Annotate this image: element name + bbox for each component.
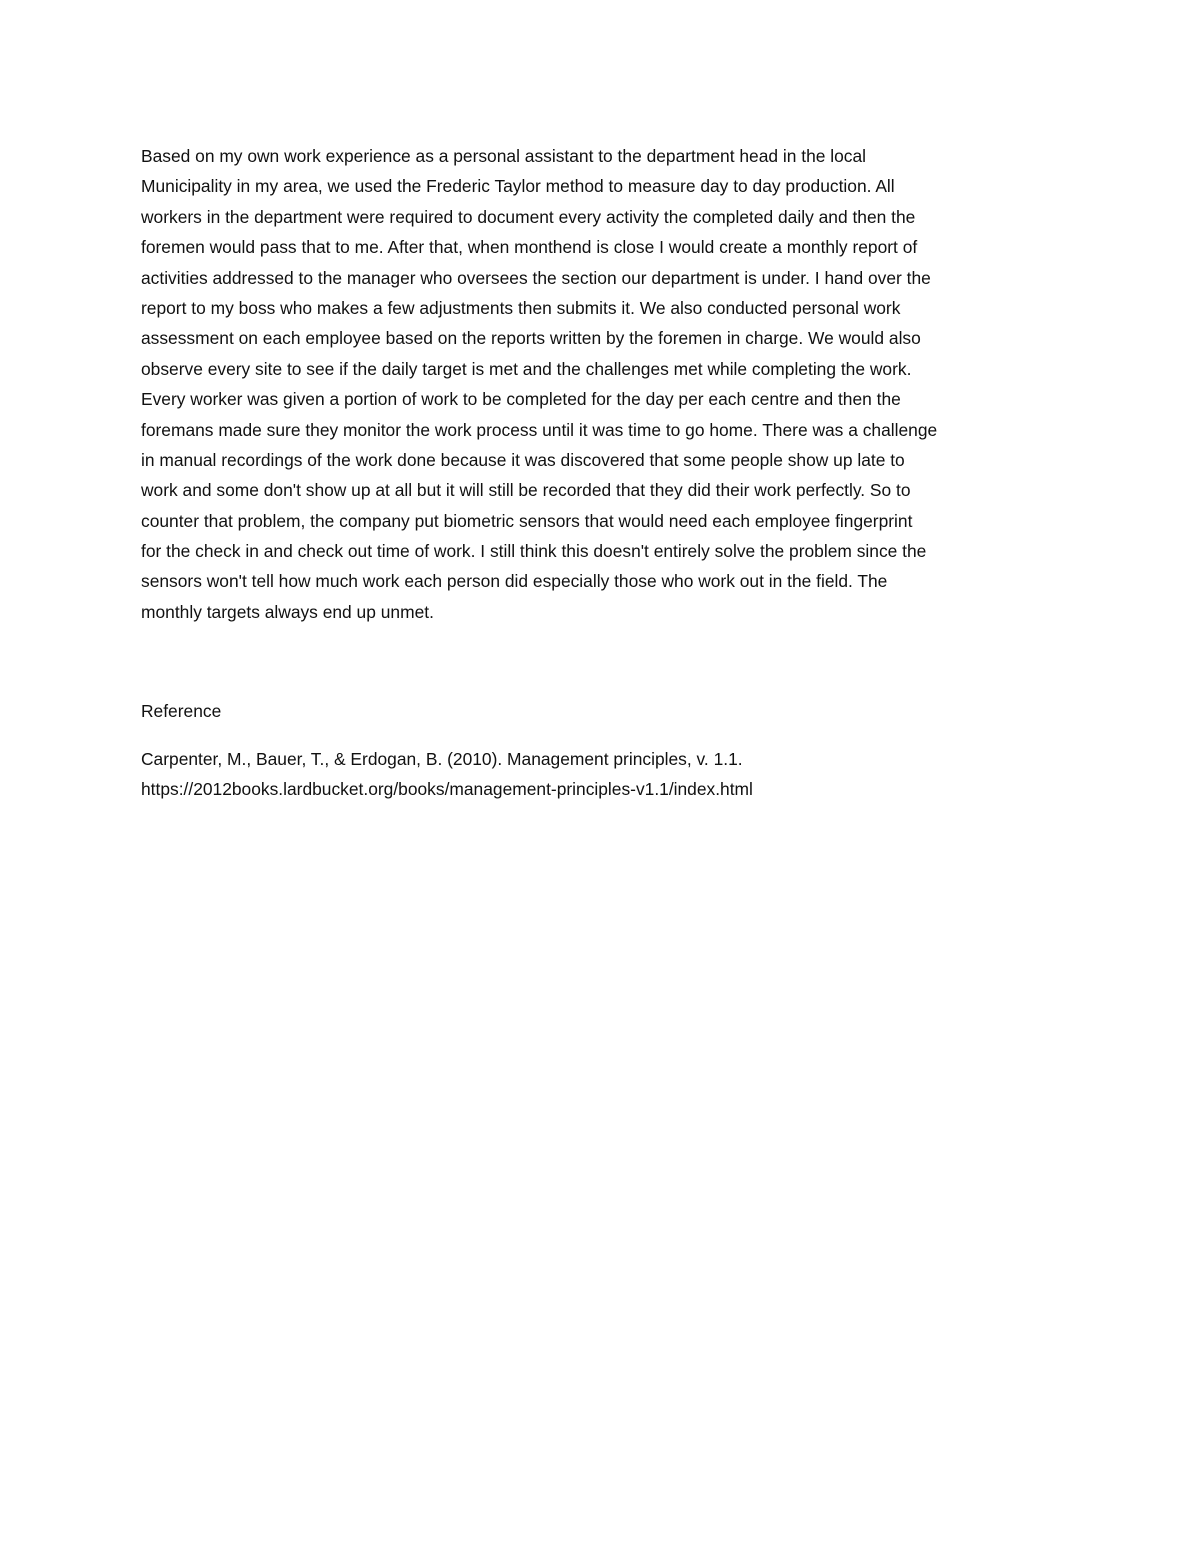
body-line: foremans made sure they monitor the work process until it was time to go home. There was a challenge (141, 419, 938, 440)
reference-citation-line: Carpenter, M., Bauer, T., & Erdogan, B. (2010). Management principles, v. 1.1. (141, 749, 743, 769)
body-line: workers in the department were required to document every activity the completed daily and then the (141, 206, 916, 227)
body-line: in manual recordings of the work done because it was discovered that some people show up late to (141, 449, 905, 470)
body-line: assessment on each employee based on the reports written by the foremen in charge. We would also (141, 328, 921, 349)
reference-heading: Reference (141, 701, 222, 721)
reference-entry (141, 744, 753, 805)
body-line: observe every site to see if the daily target is met and the challenges met while completing the work. (141, 358, 912, 379)
body-line: Every worker was given a portion of work to be completed for the day per each centre and then the (141, 389, 901, 410)
body-line: counter that problem, the company put biometric sensors that would need each employee fingerprint (141, 510, 913, 531)
body-line: work and some don't show up at all but it will still be recorded that they did their work perfectly. So to (141, 480, 911, 501)
body-line: activities addressed to the manager who oversees the section our department is under. I hand over the (141, 267, 931, 288)
reference-url: https://2012books.lardbucket.org/books/management-principles-v1.1/index.html (141, 779, 753, 800)
paragraph-text (141, 141, 1061, 627)
body-line: foremen would pass that to me. After that, when monthend is close I would create a monthly report of (141, 237, 918, 258)
body-line: Municipality in my area, we used the Frederic Taylor method to measure day to day production. All (141, 176, 895, 197)
body-line: report to my boss who makes a few adjustments then submits it. We also conducted personal work (141, 297, 901, 318)
body-line: sensors won't tell how much work each person did especially those who work out in the field. The (141, 571, 888, 592)
body-line: for the check in and check out time of work. I still think this doesn't entirely solve the problem since the (141, 541, 927, 562)
body-line: monthly targets always end up unmet. (141, 601, 434, 622)
body-line: Based on my own work experience as a personal assistant to the department head in the local (141, 146, 867, 166)
body-paragraph (141, 141, 1061, 627)
